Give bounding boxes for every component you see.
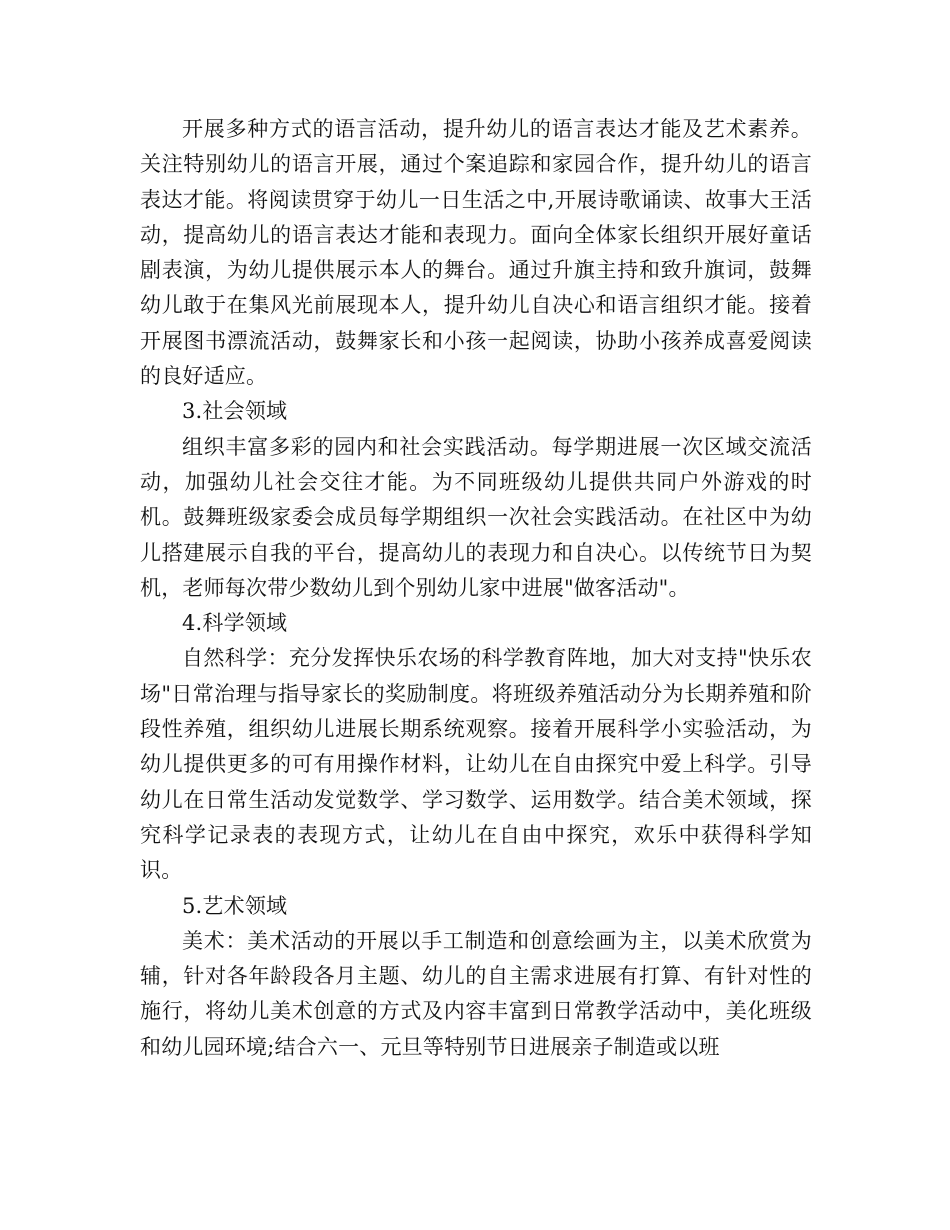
heading-social-domain: 3.社会领域: [182, 399, 288, 424]
paragraph-social-activities: 组织丰富多彩的园内和社会实践活动。每学期进展一次区域交流活动，加强幼儿社会交往才能。为不同班级幼儿提供共同户外游戏的时机。鼓舞班级家委会成员每学期组织一次社会实践活动。在社区中为幼儿搭建展示自我的平台，提高幼儿的表现力和自决心。以传统节日为契机，老师每次带少数幼儿到个别幼儿家中进展"做客活动"。: [140, 434, 812, 600]
heading-science-domain: 4.科学领域: [182, 611, 288, 636]
heading-art-domain: 5.艺术领域: [182, 893, 288, 918]
paragraph-science-activities: 自然科学：充分发挥快乐农场的科学教育阵地，加大对支持"快乐农场"日常治理与指导家长的奖励制度。将班级养殖活动分为长期养殖和阶段性养殖，组织幼儿进展长期系统观察。接着开展科学小实验活动，为幼儿提供更多的可有用操作材料，让幼儿在自由探究中爱上科学。引导幼儿在日常生活动发觉数学、学习数学、运用数学。结合美术领域，探究科学记录表的表现方式，让幼儿在自由中探究，欢乐中获得科学知识。: [140, 646, 812, 883]
document-page: [140, 112, 812, 1065]
paragraph-art-activities: 美术：美术活动的开展以手工制造和创意绘画为主，以美术欣赏为辅，针对各年龄段各月主题、幼儿的自主需求进展有打算、有针对性的施行，将幼儿美术创意的方式及内容丰富到日常教学活动中，美化班级和幼儿园环境;结合六一、元旦等特别节日进展亲子制造或以班: [140, 928, 812, 1059]
paragraph-language-activities: 开展多种方式的语言活动，提升幼儿的语言表达才能及艺术素养。关注特别幼儿的语言开展，通过个案追踪和家园合作，提升幼儿的语言表达才能。将阅读贯穿于幼儿一日生活之中,开展诗歌诵读、故事大王活动，提高幼儿的语言表达才能和表现力。面向全体家长组织开展好童话剧表演，为幼儿提供展示本人的舞台。通过升旗主持和致升旗词，鼓舞幼儿敢于在集风光前展现本人，提升幼儿自决心和语言组织才能。接着开展图书漂流活动，鼓舞家长和小孩一起阅读，协助小孩养成喜爱阅读的良好适应。: [140, 117, 812, 389]
